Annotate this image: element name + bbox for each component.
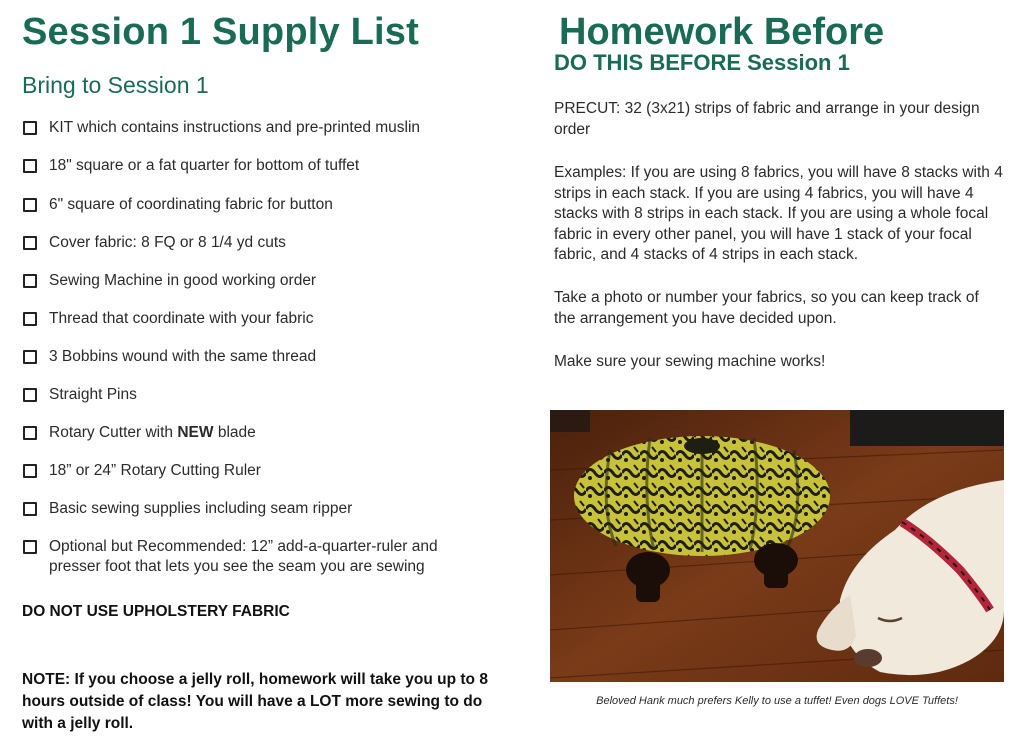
list-item: [22, 118, 492, 138]
list-item: [22, 347, 492, 367]
homework-subtitle: DO THIS BEFORE Session 1: [554, 50, 850, 75]
list-item: [22, 195, 492, 215]
list-item: [22, 271, 492, 291]
checkbox-icon[interactable]: [23, 388, 37, 402]
checkbox-icon[interactable]: [23, 198, 37, 212]
checkbox-icon[interactable]: [23, 540, 37, 554]
list-item-label: 6" square of coordinating fabric for button: [49, 196, 333, 213]
checkbox-icon[interactable]: [23, 312, 37, 326]
supply-checklist: [22, 118, 492, 595]
list-item-label: 18" square or a fat quarter for bottom of tuffet: [49, 157, 360, 174]
tuffet-dog-photo: [550, 410, 1004, 682]
photo-illustration: [550, 410, 1004, 682]
checkbox-icon[interactable]: [23, 350, 37, 364]
list-item: [22, 233, 492, 253]
checkbox-icon[interactable]: [23, 426, 37, 440]
list-item-label: Straight Pins: [49, 386, 137, 403]
examples-paragraph: Examples: If you are using 8 fabrics, you will have 8 stacks with 4 strips in each stack. If you are using 4 fabrics, you will have 4 stacks with 8 strips in each stack. If you are using a whole focal fabric in every other panel, you will have 1 stack of your focal fabric, and 4 stacks of 4 strips in each stack.: [554, 164, 1003, 263]
photo-caption: Beloved Hank much prefers Kelly to use a tuffet! Even dogs LOVE Tuffets!: [596, 695, 958, 707]
list-item-label: Optional but Recommended: 12” add-a-quarter-ruler and presser foot that lets you see the seam you are sewing: [49, 538, 438, 575]
list-item: [22, 385, 492, 405]
upholstery-warning: DO NOT USE UPHOLSTERY FABRIC: [22, 603, 290, 620]
list-item-label: Basic sewing supplies including seam ripper: [49, 500, 353, 517]
list-item-label-before: Rotary Cutter with: [49, 424, 178, 441]
list-item: [22, 537, 492, 577]
list-item-label: Sewing Machine in good working order: [49, 272, 317, 289]
checkbox-icon[interactable]: [23, 121, 37, 135]
list-item-label: Thread that coordinate with your fabric: [49, 310, 314, 327]
list-item-label: Cover fabric: 8 FQ or 8 1/4 yd cuts: [49, 234, 286, 251]
list-item-label: 3 Bobbins wound with the same thread: [49, 348, 317, 365]
checkbox-icon[interactable]: [23, 236, 37, 250]
list-item-rotary-cutter: [22, 423, 492, 443]
list-item-label: 18” or 24” Rotary Cutting Ruler: [49, 462, 261, 479]
jelly-roll-note: NOTE: If you choose a jelly roll, homework will take you up to 8 hours outside of class! You will have a LOT more sewing to do with a jelly roll.: [22, 671, 488, 732]
homework-title: Homework Before: [559, 11, 885, 53]
checkbox-icon[interactable]: [23, 159, 37, 173]
list-item: [22, 156, 492, 176]
list-item-emphasis: NEW: [177, 424, 214, 441]
list-item: [22, 499, 492, 519]
machine-check-paragraph: Make sure your sewing machine works!: [554, 353, 826, 370]
precut-paragraph: PRECUT: 32 (3x21) strips of fabric and arrange in your design order: [554, 100, 980, 138]
list-item: [22, 309, 492, 329]
supply-list-title: Session 1 Supply List: [22, 11, 419, 53]
checkbox-icon[interactable]: [23, 464, 37, 478]
list-item-label-after: blade: [213, 424, 256, 441]
checkbox-icon[interactable]: [23, 502, 37, 516]
list-item-label: KIT which contains instructions and pre-printed muslin: [49, 119, 421, 136]
checkbox-icon[interactable]: [23, 274, 37, 288]
bring-to-session-subtitle: Bring to Session 1: [22, 72, 209, 98]
photo-tip-paragraph: Take a photo or number your fabrics, so you can keep track of the arrangement you have decided upon.: [554, 289, 979, 327]
list-item: [22, 461, 492, 481]
